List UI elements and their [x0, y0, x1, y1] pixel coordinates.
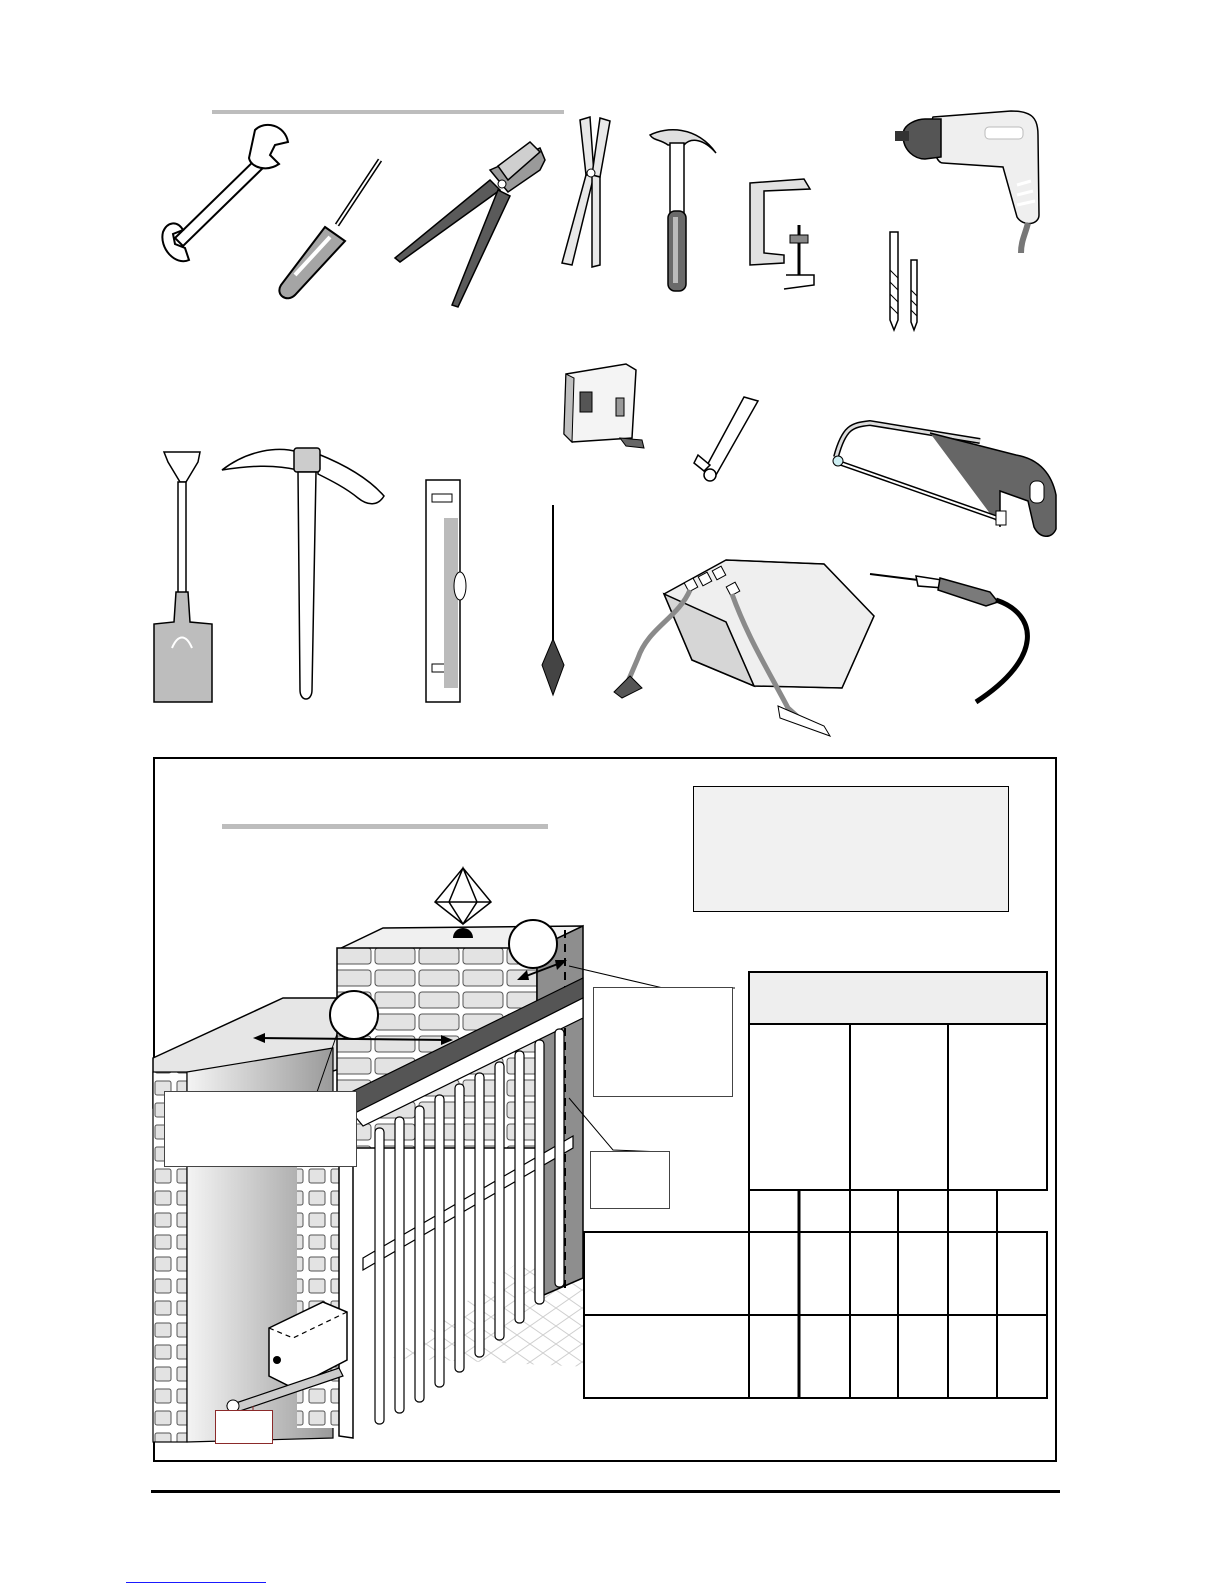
clamp-icon — [744, 175, 819, 295]
callout-box-wall — [164, 1091, 357, 1167]
welder-icon — [608, 558, 878, 740]
soldering-iron-icon — [868, 568, 1048, 706]
installation-heading-rule — [222, 824, 548, 829]
callout-box-motor — [215, 1410, 273, 1444]
crimping-pliers-icon — [390, 140, 550, 310]
tools-heading-rule — [212, 110, 564, 114]
plumb-bob-icon — [538, 503, 568, 699]
hacksaw-icon — [830, 415, 1060, 545]
marker-b — [329, 990, 379, 1040]
wrench-icon — [155, 120, 295, 270]
hammer-icon — [646, 125, 721, 295]
pliers-icon — [560, 115, 620, 270]
info-box-text — [694, 787, 1008, 807]
footer-link-underline[interactable] — [126, 1582, 266, 1583]
spec-table — [582, 970, 1052, 1402]
drill-bit-icon — [884, 230, 924, 335]
pickaxe-icon — [218, 440, 390, 705]
marker-a — [508, 919, 558, 969]
screwdriver-icon — [275, 155, 390, 305]
tape-measure-icon — [560, 362, 650, 454]
spade-icon — [150, 448, 216, 708]
allen-key-icon — [692, 393, 764, 485]
spirit-level-icon — [424, 478, 469, 708]
footer-rule — [151, 1490, 1060, 1493]
